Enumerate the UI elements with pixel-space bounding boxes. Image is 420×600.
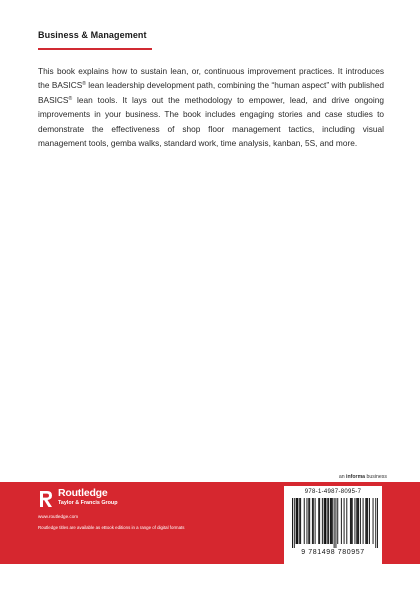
blurb-part-2: lean leadership development path, combining the “human aspect” with published BASICS [38, 80, 384, 105]
barcode-bar [350, 498, 351, 544]
publisher-name: Routledge [58, 487, 108, 499]
barcode-bar [375, 498, 376, 548]
isbn-barcode [284, 486, 382, 564]
barcode-bar [367, 498, 368, 544]
barcode-bar [324, 498, 325, 544]
informa-tagline: an informa business [338, 474, 387, 480]
barcode-bar [299, 498, 300, 544]
barcode-bar [306, 498, 307, 544]
barcode-bar [366, 498, 367, 544]
barcode-bar [318, 498, 319, 544]
barcode-bar [354, 498, 355, 544]
barcode-bar [325, 498, 326, 544]
barcode-bar [304, 498, 305, 544]
barcode-bar [330, 498, 331, 544]
barcode-bar [322, 498, 323, 544]
barcode-bar [315, 498, 316, 544]
barcode-bar [351, 498, 352, 544]
routledge-logo-icon [38, 490, 54, 508]
category-label: Business & Management [38, 30, 147, 40]
barcode-bar [335, 498, 336, 548]
barcode-bar [360, 498, 361, 544]
barcode-bar [309, 498, 310, 544]
blurb-part-1: This book explains how to sustain lean, or, continuous improvement practices. It introduces the BASICS [38, 66, 384, 91]
barcode-bar [308, 498, 309, 544]
barcode-bar [332, 498, 333, 544]
barcode-bar [358, 498, 359, 544]
barcode-bar [328, 498, 329, 544]
barcode-bar [319, 498, 320, 544]
barcode-bar [292, 498, 293, 548]
isbn-digits: 9 781498 780957 [301, 549, 365, 556]
category-rule [38, 48, 152, 50]
barcode-bar [365, 498, 366, 544]
barcode-bar [346, 498, 347, 544]
barcode-bar [331, 498, 332, 544]
back-cover-blurb [38, 64, 384, 150]
barcode-bar [312, 498, 313, 544]
barcode-bar [369, 498, 370, 544]
barcode-bar [341, 498, 342, 544]
barcode-bar [337, 498, 338, 544]
barcode-bar [334, 498, 335, 548]
barcode-bar [363, 498, 364, 544]
barcode-bar [325, 498, 326, 544]
blurb-part-3: lean tools. It lays out the methodology to empower, lead, and drive ongoing improvements in your business. The book includes engaging stories and case studies to demonstrate the effectiveness of shop floor management tactics, including visual management tools, gemba walks, standard work, time analysis, kanban, 5S, and more. [38, 94, 384, 149]
barcode-bar [297, 498, 298, 544]
barcode-bar [357, 498, 358, 544]
ebook-note: Routledge titles are available as eBook editions in a range of digital formats [38, 525, 185, 530]
barcode-bar [313, 498, 314, 544]
registered-mark: ® [68, 95, 73, 102]
isbn-top-text: 978-1-4987-8095-7 [304, 489, 362, 495]
barcode-bar [377, 498, 378, 548]
barcode-bar [300, 498, 301, 544]
barcode-bar [344, 498, 345, 544]
publisher-url[interactable]: www.routledge.com [38, 514, 79, 519]
barcode-bar [294, 498, 295, 548]
barcode-bar [327, 498, 328, 544]
barcode-bar [352, 498, 353, 544]
publisher-group: Taylor & Francis Group [58, 500, 118, 506]
informa-brand: informa [346, 474, 366, 480]
registered-mark: ® [82, 81, 86, 88]
barcode-bar [296, 498, 297, 544]
barcode-bar [373, 498, 374, 544]
barcode-bar [356, 498, 357, 544]
barcode-bars [292, 498, 378, 548]
barcode-bar [297, 498, 298, 544]
